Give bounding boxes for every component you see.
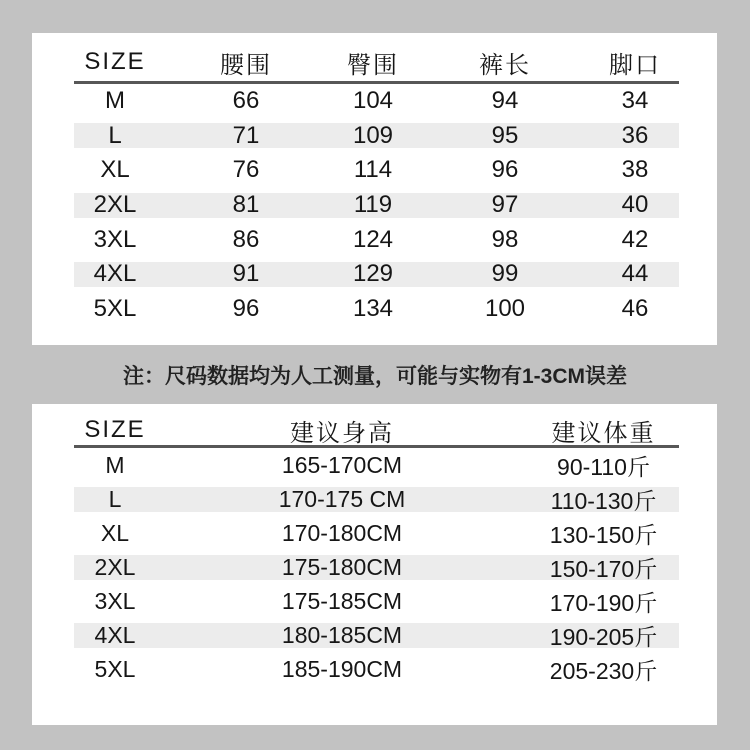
cell-size: 3XL <box>94 587 136 614</box>
cell-hip: 104 <box>352 87 394 115</box>
cell-leg-opening: 34 <box>621 87 649 115</box>
cell-waist: 76 <box>232 156 260 184</box>
table-row-3xl <box>74 584 679 618</box>
table-row-4xl <box>74 257 679 292</box>
cell-height: 175-185CM <box>281 587 403 614</box>
cell-hip: 124 <box>352 225 394 253</box>
cell-waist: 66 <box>232 87 260 115</box>
measurement-table <box>74 33 679 326</box>
cell-weight: 90-110斤 <box>557 453 650 480</box>
cell-size: L <box>108 121 122 149</box>
cell-waist: 91 <box>232 260 260 288</box>
column-header-suggested-weight: 建议体重 <box>551 419 656 447</box>
cell-leg-opening: 36 <box>621 121 649 149</box>
cell-weight: 205-230斤 <box>549 657 658 684</box>
cell-weight: 110-130斤 <box>550 487 657 514</box>
cell-waist: 86 <box>232 225 260 253</box>
cell-size: M <box>105 87 125 115</box>
cell-hip: 109 <box>352 121 394 149</box>
cell-pants-length: 99 <box>491 260 519 288</box>
cell-size: 4XL <box>94 621 136 648</box>
column-header-pants-length: 裤长 <box>479 51 531 79</box>
cell-size: 5XL <box>94 655 136 682</box>
cell-height: 170-175 CM <box>278 485 406 512</box>
cell-size: 2XL <box>94 553 136 580</box>
table-row-m <box>74 448 679 482</box>
cell-size: XL <box>100 519 130 546</box>
cell-leg-opening: 42 <box>621 225 649 253</box>
cell-pants-length: 100 <box>484 294 526 322</box>
cell-size: XL <box>100 156 130 184</box>
measurement-table-header-row <box>74 33 679 81</box>
table-row-l <box>74 482 679 516</box>
cell-height: 185-190CM <box>281 655 403 682</box>
measurement-table-panel <box>32 33 717 345</box>
table-row-5xl <box>74 292 679 327</box>
column-header-leg-opening: 脚口 <box>609 51 661 79</box>
table-row-4xl <box>74 618 679 652</box>
cell-pants-length: 94 <box>491 87 519 115</box>
cell-pants-length: 96 <box>491 156 519 184</box>
cell-size: 5XL <box>93 294 137 322</box>
recommendation-table <box>74 404 679 686</box>
cell-size: L <box>108 485 122 512</box>
cell-height: 175-180CM <box>281 553 403 580</box>
cell-pants-length: 95 <box>491 121 519 149</box>
cell-size: 4XL <box>93 260 137 288</box>
cell-pants-length: 97 <box>491 191 519 219</box>
cell-weight: 170-190斤 <box>549 589 658 616</box>
cell-hip: 119 <box>353 191 393 219</box>
table-row-2xl <box>74 188 679 223</box>
cell-pants-length: 98 <box>491 225 519 253</box>
cell-leg-opening: 38 <box>621 156 649 184</box>
recommendation-table-panel <box>32 404 717 725</box>
cell-waist: 96 <box>232 294 260 322</box>
column-header-suggested-height: 建议身高 <box>290 419 394 447</box>
table-row-xl <box>74 516 679 550</box>
table-row-2xl <box>74 550 679 584</box>
cell-size: 3XL <box>93 225 137 253</box>
column-header-waist: 腰围 <box>220 51 272 79</box>
cell-waist: 81 <box>232 191 260 219</box>
column-header-hip: 臀围 <box>347 51 399 79</box>
cell-leg-opening: 46 <box>621 294 649 322</box>
cell-hip: 129 <box>352 260 394 288</box>
cell-waist: 71 <box>232 121 260 149</box>
cell-hip: 114 <box>353 156 393 184</box>
cell-height: 180-185CM <box>281 621 403 648</box>
cell-leg-opening: 44 <box>621 260 649 288</box>
cell-weight: 150-170斤 <box>549 555 658 582</box>
table-row-5xl <box>74 652 679 686</box>
table-row-3xl <box>74 222 679 257</box>
cell-size: M <box>105 451 125 478</box>
cell-weight: 190-205斤 <box>549 623 658 650</box>
cell-height: 165-170CM <box>281 451 403 478</box>
column-header-size: SIZE <box>84 416 146 443</box>
cell-weight: 130-150斤 <box>549 521 658 548</box>
recommendation-table-header-row <box>74 404 679 445</box>
column-header-size: SIZE <box>84 48 146 75</box>
table-row-xl <box>74 153 679 188</box>
cell-hip: 134 <box>352 294 394 322</box>
table-row-m <box>74 84 679 119</box>
table-row-l <box>74 119 679 154</box>
cell-size: 2XL <box>93 191 137 219</box>
cell-leg-opening: 40 <box>621 191 649 219</box>
cell-height: 170-180CM <box>281 519 403 546</box>
measurement-note: 注：尺码数据均为人工测量，可能与实物有1-3CM误差 <box>122 365 627 388</box>
